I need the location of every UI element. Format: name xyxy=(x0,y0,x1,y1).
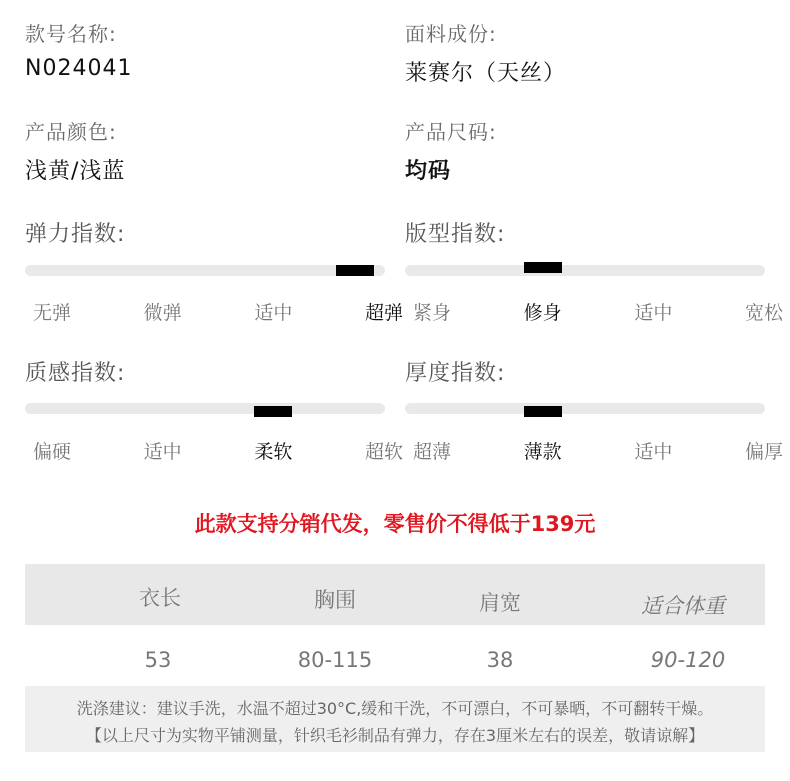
fabric-label: 面料成份: xyxy=(405,22,497,46)
promo-notice: 此款支持分销代发，零售价不得低于139元 xyxy=(194,512,596,536)
elasticity-option: 微弹 xyxy=(143,302,182,324)
fit-option: 修身 xyxy=(523,302,562,324)
thickness-option: 超薄 xyxy=(412,441,451,463)
table-header-shoulder: 肩宽 xyxy=(479,591,521,615)
elasticity-marker xyxy=(336,265,374,276)
elasticity-option: 超弹 xyxy=(364,302,403,324)
thickness-track xyxy=(405,403,765,414)
table-header-weight: 适合体重 xyxy=(641,594,725,618)
elasticity-option: 无弹 xyxy=(32,302,71,324)
care-instructions: 洗涤建议：建议手洗，水温不超过30°C,缓和干洗，不可漂白，不可暴晒，不可翻转干燥。 xyxy=(76,699,714,718)
thickness-marker xyxy=(524,406,562,417)
fit-option: 适中 xyxy=(634,302,673,324)
texture-option: 偏硬 xyxy=(32,441,71,463)
table-header-length: 衣长 xyxy=(139,586,181,610)
texture-option: 超软 xyxy=(364,441,403,463)
color-value: 浅黄/浅蓝 xyxy=(25,159,126,184)
table-cell-length: 53 xyxy=(144,648,172,672)
measurement-disclaimer: 【以上尺寸为实物平铺测量，针织毛衫制品有弹力，存在3厘米左右的误差，敬请谅解】 xyxy=(85,726,705,745)
elasticity-track xyxy=(25,265,385,276)
texture-index-title: 质感指数: xyxy=(25,361,126,386)
thickness-option: 适中 xyxy=(634,441,673,463)
table-cell-shoulder: 38 xyxy=(486,648,514,672)
texture-track xyxy=(25,403,385,414)
table-header-chest: 胸围 xyxy=(314,588,356,612)
fit-option: 紧身 xyxy=(412,302,451,324)
texture-marker xyxy=(254,406,292,417)
fit-index-title: 版型指数: xyxy=(405,222,506,247)
size-value: 均码 xyxy=(405,159,452,184)
texture-option: 柔软 xyxy=(254,441,293,463)
fit-track xyxy=(405,265,765,276)
color-label: 产品颜色: xyxy=(25,120,117,144)
elasticity-option: 适中 xyxy=(254,302,293,324)
thickness-option: 偏厚 xyxy=(744,441,783,463)
style-number-label: 款号名称: xyxy=(25,22,117,46)
fit-marker xyxy=(524,262,562,273)
texture-option: 适中 xyxy=(143,441,182,463)
elasticity-index-title: 弹力指数: xyxy=(25,222,126,247)
style-number-value: N024041 xyxy=(25,56,133,81)
size-label: 产品尺码: xyxy=(405,120,497,144)
fabric-value: 莱赛尔（天丝） xyxy=(405,61,567,86)
thickness-option: 薄款 xyxy=(523,441,562,463)
table-cell-chest: 80-115 xyxy=(297,648,373,672)
fit-option: 宽松 xyxy=(744,302,783,324)
table-cell-weight: 90-120 xyxy=(650,648,726,672)
thickness-index-title: 厚度指数: xyxy=(405,361,506,386)
